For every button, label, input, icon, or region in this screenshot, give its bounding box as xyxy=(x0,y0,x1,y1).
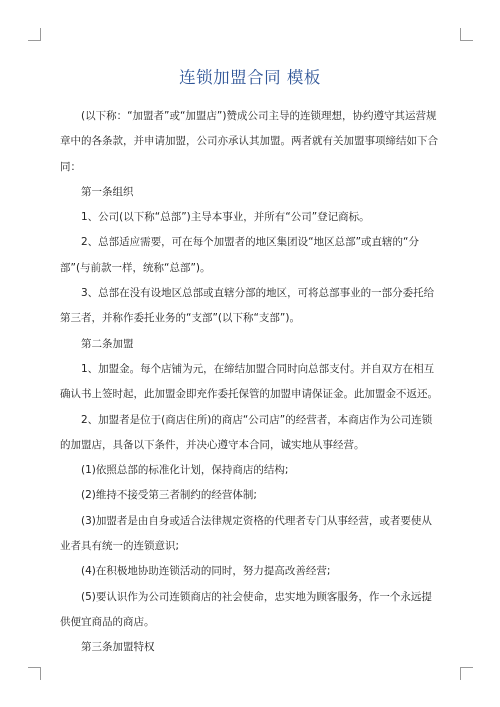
list-item: (4)在积极地协助连锁活动的同时，努力提高改善经营; xyxy=(81,565,331,578)
article-heading: 第二条加盟 xyxy=(81,337,134,350)
paragraph: 1、公司(以下称“总部”)主导本事业，并所有“公司”登记商标。 xyxy=(81,211,370,224)
document-title: 连锁加盟合同 模板 xyxy=(179,68,321,87)
paragraph: 2、总部适应需要，可在每个加盟者的地区集团设“地区总部”或直辖的“分部”(与前款一样，统称“总部”)。 xyxy=(60,236,419,274)
crop-mark-bottom-right xyxy=(460,667,473,680)
crop-mark-bottom-left xyxy=(28,667,41,680)
document-body xyxy=(60,104,440,661)
article-heading: 第三条加盟特权 xyxy=(81,641,155,654)
crop-mark-top-left xyxy=(28,28,41,41)
crop-mark-top-right xyxy=(460,28,473,41)
article-heading: 第一条组织 xyxy=(81,185,134,198)
paragraph-intro: (以下称：“加盟者”或“加盟店”)赞成公司主导的连锁理想，协约遵守其运营规章中的各条款，并申请加盟，公司亦承认其加盟。两者就有关加盟事项缔结如下合同： xyxy=(60,110,438,173)
list-item: (5)要认识作为公司连锁商店的社会使命，忠实地为顾客服务，作一个永远提供便宜商品的商店。 xyxy=(60,590,432,628)
paragraph: 2、加盟者是位于(商店住所)的商店“公司店”的经营者，本商店作为公司连锁的加盟店，具备以下条件，并决心遵守本合同，诚实地从事经营。 xyxy=(60,413,433,451)
list-item: (2)维持不接受第三者制约的经营体制; xyxy=(81,489,257,502)
list-item: (3)加盟者是由自身或适合法律规定资格的代理者专门从事经营，或者要使从业者具有统一的连锁意识; xyxy=(60,514,432,553)
list-item: (1)依照总部的标准化计划，保持商店的结构; xyxy=(81,464,289,477)
paragraph: 3、总部在没有设地区总部或直辖分部的地区，可将总部事业的一部分委托给第三者，并称作委托业务的“支部”(以下称“支部”)。 xyxy=(60,287,435,325)
paragraph: 1、加盟金。每个店铺为元，在缔结加盟合同时向总部支付。并自双方在相互确认书上签时起，此加盟金即充作委托保管的加盟申请保证金。此加盟金不返还。 xyxy=(60,362,438,401)
